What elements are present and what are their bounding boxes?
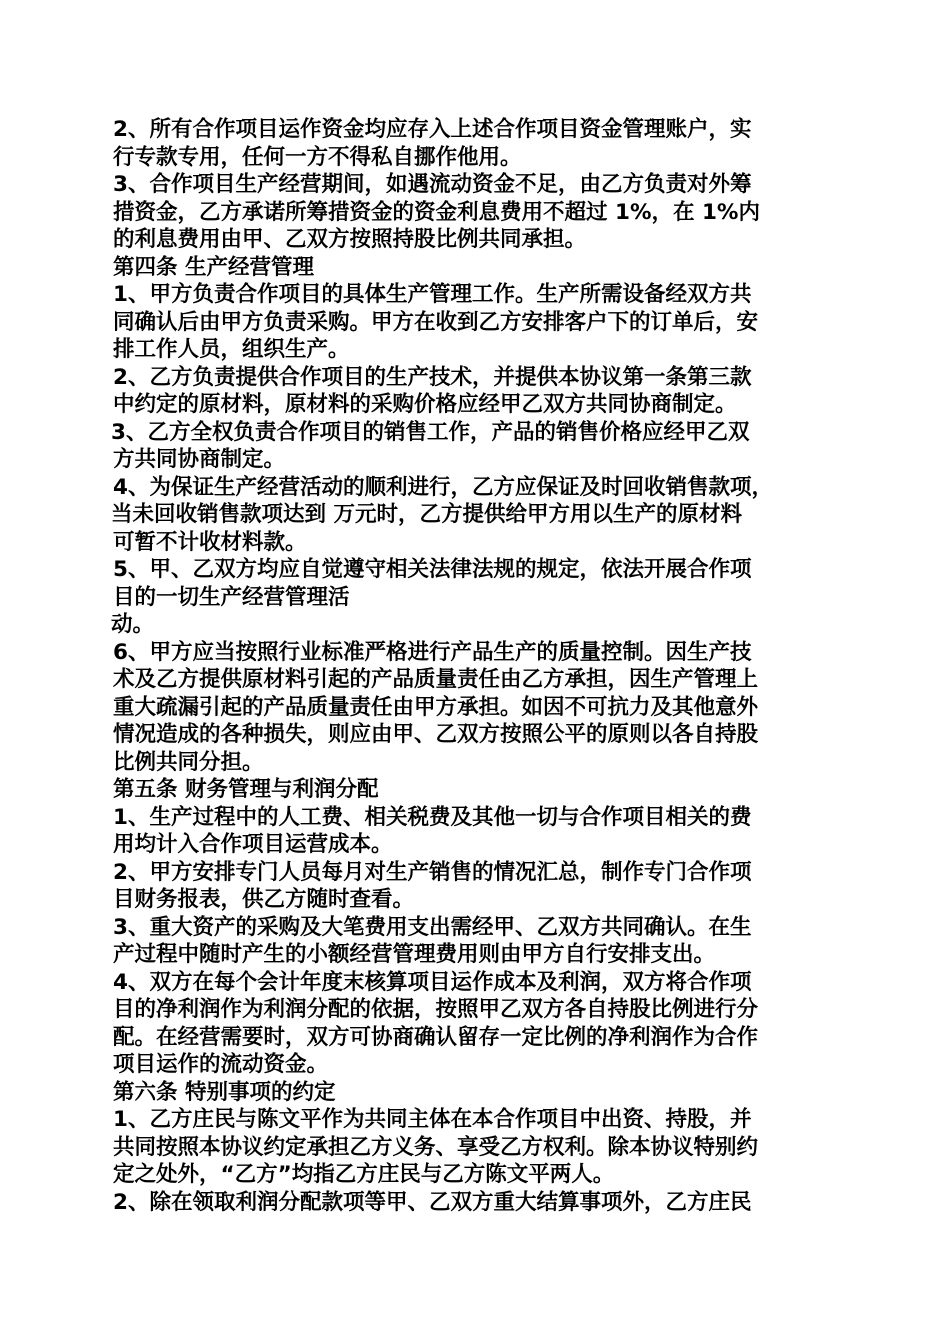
paragraph-line: 比例共同分担。: [113, 749, 264, 775]
document-body: [111, 116, 847, 1216]
section-heading: 第六条 特别事项的约定: [113, 1079, 336, 1105]
paragraph-line: 3、合作项目生产经营期间，如遇流动资金不足，由乙方负责对外筹: [113, 172, 752, 197]
section-heading: 第五条 财务管理与利润分配: [113, 777, 379, 802]
paragraph-line: 情况造成的各种损失，则应由甲、乙双方按照公平的原则以各自持股: [113, 722, 759, 747]
paragraph-line: 定之处外，“乙方”均指乙方庄民与乙方陈文平两人。: [113, 1162, 615, 1187]
paragraph-line: 目财务报表，供乙方随时查看。: [113, 887, 415, 912]
paragraph-line: 2、乙方负责提供合作项目的生产技术，并提供本协议第一条第三款: [113, 364, 752, 390]
paragraph-line: 中约定的原材料，原材料的采购价格应经甲乙双方共同协商制定。: [113, 392, 737, 417]
paragraph-line: 排工作人员，组织生产。: [113, 337, 350, 362]
paragraph-line: 产过程中随时产生的小额经营管理费用则由甲方自行安排支出。: [113, 942, 716, 967]
section-heading: 第四条 生产经营管理: [113, 254, 314, 280]
paragraph-line: 方共同协商制定。: [113, 447, 286, 472]
paragraph-line: 行专款专用，任何一方不得私自挪作他用。: [113, 144, 522, 170]
paragraph-line: 6、甲方应当按照行业标准严格进行产品生产的质量控制。因生产技: [113, 639, 752, 665]
paragraph-line: 当未回收销售款项达到 万元时，乙方提供给甲方用以生产的原材料: [111, 502, 742, 527]
paragraph-line: 的利息费用由甲、乙双方按照持股比例共同承担。: [113, 227, 587, 252]
paragraph-line: 配。在经营需要时，双方可协商确认留存一定比例的净利润作为合作: [113, 1024, 759, 1050]
paragraph-line: 4、双方在每个会计年度末核算项目运作成本及利润，双方将合作项: [113, 969, 752, 995]
paragraph-line: 4、为保证生产经营活动的顺利进行，乙方应保证及时回收销售款项，: [113, 474, 773, 500]
paragraph-line: 项目运作的流动资金。: [113, 1052, 329, 1077]
paragraph-line: 动。: [111, 612, 155, 637]
paragraph-line: 可暂不计收材料款。: [113, 529, 307, 555]
paragraph-line: 2、甲方安排专门人员每月对生产销售的情况汇总，制作专门合作项: [113, 859, 752, 885]
paragraph-line: 1、生产过程中的人工费、相关税费及其他一切与合作项目相关的费: [113, 804, 752, 830]
paragraph-line: 5、甲、乙双方均应自觉遵守相关法律法规的规定，依法开展合作项: [113, 557, 752, 582]
paragraph-line: 1、甲方负责合作项目的具体生产管理工作。生产所需设备经双方共: [113, 282, 752, 307]
paragraph-line: 措资金，乙方承诺所筹措资金的资金利息费用不超过 1%，在 1%内: [113, 199, 760, 225]
paragraph-line: 共同按照本协议约定承担乙方义务、享受乙方权利。除本协议特别约: [113, 1134, 759, 1160]
paragraph-line: 重大疏漏引起的产品质量责任由甲方承担。如因不可抗力及其他意外: [113, 694, 759, 720]
paragraph-line: 2、除在领取利润分配款项等甲、乙双方重大结算事项外，乙方庄民: [113, 1189, 752, 1215]
paragraph-line: 2、所有合作项目运作资金均应存入上述合作项目资金管理账户，实: [113, 117, 752, 142]
paragraph-line: 术及乙方提供原材料引起的产品质量责任由乙方承担，因生产管理上: [113, 667, 759, 692]
paragraph-line: 目的一切生产经营管理活: [113, 584, 350, 610]
paragraph-line: 用均计入合作项目运营成本。: [113, 832, 393, 857]
paragraph-line: 同确认后由甲方负责采购。甲方在收到乙方安排客户下的订单后，安: [113, 309, 759, 335]
paragraph-line: 1、乙方庄民与陈文平作为共同主体在本合作项目中出资、持股，并: [113, 1107, 752, 1132]
paragraph-line: 3、乙方全权负责合作项目的销售工作，产品的销售价格应经甲乙双: [111, 419, 750, 445]
paragraph-line: 3、重大资产的采购及大笔费用支出需经甲、乙双方共同确认。在生: [113, 914, 752, 940]
paragraph-line: 目的净利润作为利润分配的依据，按照甲乙双方各自持股比例进行分: [113, 997, 759, 1022]
